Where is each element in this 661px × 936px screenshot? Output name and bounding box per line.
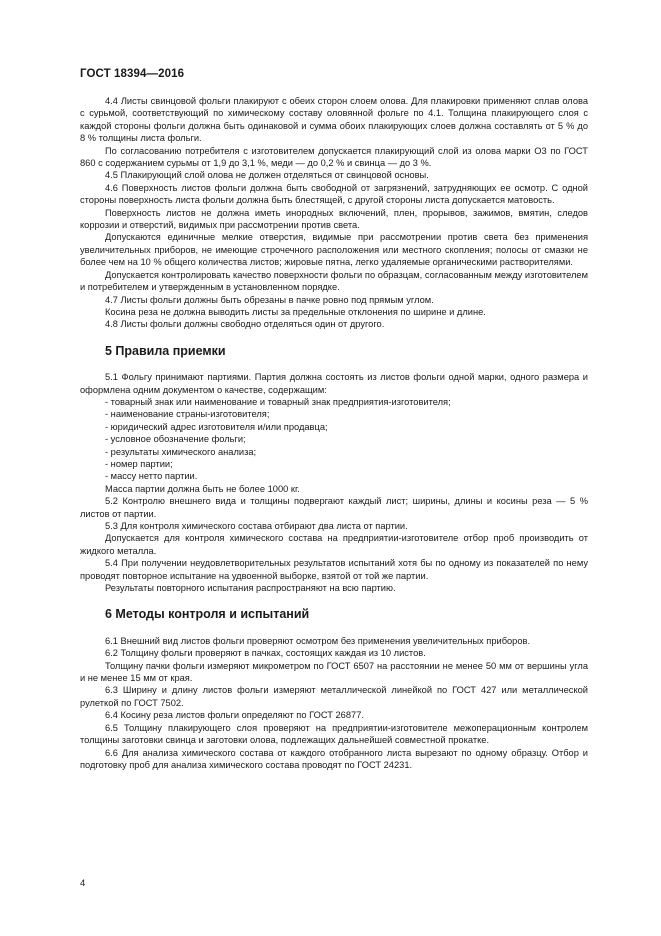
paragraph: 6.6 Для анализа химического состава от каждого отобранного листа вырезают по одному образцу. Отбор и подготовку проб для анализа химического состава проводят по ГОСТ 24231. <box>80 747 588 770</box>
paragraph: Косина реза не должна выводить листы за предельные отклонения по ширине и длине. <box>105 306 486 317</box>
page-header: ГОСТ 18394—2016 <box>80 68 185 80</box>
paragraph: Допускается для контроля химического состава на предприятии-изготовителе отбор проб производить от жидкого металла. <box>80 533 588 556</box>
page-number: 4 <box>80 878 86 889</box>
paragraph: 6.2 Толщину фольги проверяют в пачках, состоящих каждая из 10 листов. <box>105 648 426 659</box>
paragraph: 6.1 Внешний вид листов фольги проверяют осмотром без применения увеличительных приборов. <box>105 635 531 646</box>
paragraph: По согласованию потребителя с изготовителем допускается плакирующий слой из олова марки О3 по ГОСТ 860 с содержанием сурьмы от 1,9 до 3,1 %, меди — до 0,2 % и свинца — до 3 %. <box>80 145 588 169</box>
paragraph: Масса партии должна быть не более 1000 кг. <box>105 483 300 494</box>
paragraph: Поверхность листов не должна иметь инородных включений, плен, прорывов, зажимов, вмятин, следов коррозии и отверстий, видимых при рассмотрении против света. <box>80 207 588 231</box>
list-item: - юридический адрес изготовителя и/или продавца; <box>105 421 328 432</box>
paragraph: Результаты повторного испытания распространяют на всю партию. <box>105 583 396 594</box>
section-5-title: 5 Правила приемки <box>105 343 226 358</box>
paragraph: 4.4 Листы свинцовой фольги плакируют с обеих сторон слоем олова. Для плакировки применяют сплав олова с сурьмой, соответствующий по химическому составу оловянной фольге по 4.1. Толщина плакирующего слоя с каждой стороны фольги должна быть одинаковой и сумма обоих плакирующих слоев должна составлять от 5 % до 8 % толщины листа фольги. <box>80 96 588 144</box>
list-item: - результаты химического анализа; <box>105 446 257 457</box>
list-item: - условное обозначение фольги; <box>105 434 246 445</box>
section-6-title: 6 Методы контроля и испытаний <box>105 607 310 622</box>
paragraph: 4.7 Листы фольги должны быть обрезаны в пачке ровно под прямым углом. <box>105 294 434 305</box>
paragraph: 5.2 Контролю внешнего вида и толщины подвергают каждый лист; ширины, длины и косины реза — 5 % листов от партии. <box>80 496 588 519</box>
paragraph: Толщину пачки фольги измеряют микрометром по ГОСТ 6507 на расстоянии не менее 50 мм от вершины угла и не менее 15 мм от края. <box>80 660 588 684</box>
paragraph: 5.1 Фольгу принимают партиями. Партия должна состоять из листов фольги одной марки, одного размера и оформлена одним документом о качестве, содержащим: <box>80 372 588 395</box>
paragraph: 4.8 Листы фольги должны свободно отделяться один от другого. <box>105 319 385 330</box>
list-item: - товарный знак или наименование и товарный знак предприятия-изготовителя; <box>105 396 451 407</box>
paragraph: 6.3 Ширину и длину листов фольги измеряют металлической линейкой по ГОСТ 427 или металлической рулеткой по ГОСТ 7502. <box>80 685 588 708</box>
paragraph: 5.3 Для контроля химического состава отбирают два листа от партии. <box>105 521 408 531</box>
list-item: - наименование страны-изготовителя; <box>105 409 270 420</box>
paragraph: Допускаются единичные мелкие отверстия, видимые при рассмотрении против света без применения увеличительных приборов, не имеющие строчечного расположения или местного скопления; полосы от смазки не более чем на 10 % общего количества листов; жировые пятна, легко удаляемые органическими растворителями. <box>80 232 588 268</box>
paragraph: 6.5 Толщину плакирующего слоя проверяют на предприятии-изготовителе межоперационным контролем толщины заготовки свинца и заготовки олова, подлежащих дальнейшей совместной прокатке. <box>80 722 588 746</box>
list-item: - номер партии; <box>105 458 173 469</box>
paragraph: 4.6 Поверхность листов фольги должна быть свободной от загрязнений, затрудняющих ее осмотр. С одной стороны поверхность листа фольги должна быть блестящей, с другой стороны листа допускается матовость. <box>80 182 588 206</box>
paragraph: 5.4 При получении неудовлетворительных результатов испытаний хотя бы по одному из показателей по нему проводят повторное испытание на удвоенной выборке, взятой от той же партии. <box>80 558 588 581</box>
paragraph: 6.4 Косину реза листов фольги определяют по ГОСТ 26877. <box>105 710 364 721</box>
paragraph: 4.5 Плакирующий слой олова не должен отделяться от свинцовой основы. <box>105 170 429 181</box>
list-item: - массу нетто партии. <box>105 471 198 482</box>
paragraph: Допускается контролировать качество поверхности фольги по образцам, согласованным между изготовителем и потребителем и утвержденным в установленном порядке. <box>80 269 588 293</box>
document-body <box>80 95 588 771</box>
